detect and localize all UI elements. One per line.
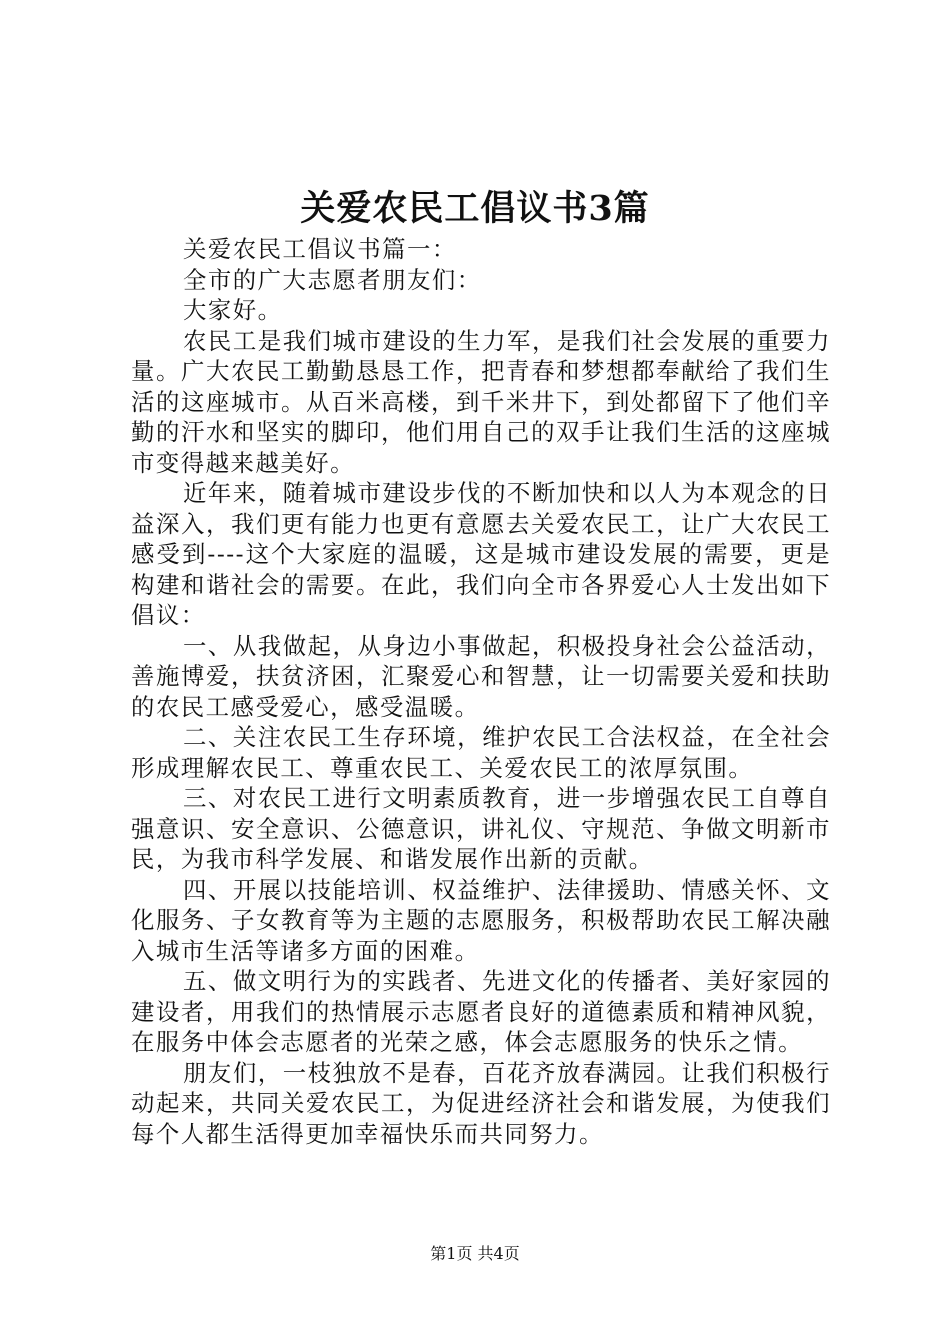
closing-paragraph: 朋友们，一枝独放不是春，百花齐放春满园。让我们积极行动起来，共同关爱农民工，为促进经济社会和谐发展，为使我们每个人都生活得更加幸福快乐而共同努力。 bbox=[131, 1058, 831, 1148]
page-number-footer: 第1页 共4页 bbox=[430, 1244, 520, 1263]
document-body bbox=[131, 234, 831, 1149]
paragraph-context: 近年来，随着城市建设步伐的不断加快和以人为本观念的日益深入，我们更有能力也更有意愿去关爱农民工，让广大农民工感受到----这个大家庭的温暖，这是城市建设发展的需要，更是构建和谐社会的需要。在此，我们向全市各界爱心人士发出如下倡议： bbox=[131, 479, 831, 629]
proposal-item-1: 一、从我做起，从身边小事做起，积极投身社会公益活动，善施博爱，扶贫济困，汇聚爱心和智慧，让一切需要关爱和扶助的农民工感受爱心，感受温暖。 bbox=[131, 631, 831, 721]
salutation: 全市的广大志愿者朋友们： bbox=[183, 265, 482, 294]
proposal-item-5: 五、做文明行为的实践者、先进文化的传播者、美好家园的建设者，用我们的热情展示志愿者良好的道德素质和精神风貌，在服务中体会志愿者的光荣之感，体会志愿服务的快乐之情。 bbox=[131, 967, 831, 1056]
proposal-item-3: 三、对农民工进行文明素质教育，进一步增强农民工自尊自强意识、安全意识、公德意识，讲礼仪、守规范、争做文明新市民，为我市科学发展、和谐发展作出新的贡献。 bbox=[131, 784, 831, 873]
proposal-item-4: 四、开展以技能培训、权益维护、法律援助、情感关怀、文化服务、子女教育等为主题的志愿服务，积极帮助农民工解决融入城市生活等诸多方面的困难。 bbox=[131, 875, 831, 965]
paragraph-intro: 农民工是我们城市建设的生力军，是我们社会发展的重要力量。广大农民工勤勤恳恳工作，把青春和梦想都奉献给了我们生活的这座城市。从百米高楼，到千米井下，到处都留下了他们辛勤的汗水和坚实的脚印，他们用自己的双手让我们生活的这座城市变得越来越美好。 bbox=[131, 326, 831, 477]
section-heading: 关爱农民工倡议书篇一： bbox=[183, 235, 457, 263]
document-title: 关爱农民工倡议书3篇 bbox=[300, 188, 650, 229]
greeting: 大家好。 bbox=[183, 296, 283, 324]
proposal-item-2: 二、关注农民工生存环境，维护农民工合法权益，在全社会形成理解农民工、尊重农民工、关爱农民工的浓厚氛围。 bbox=[131, 723, 831, 782]
